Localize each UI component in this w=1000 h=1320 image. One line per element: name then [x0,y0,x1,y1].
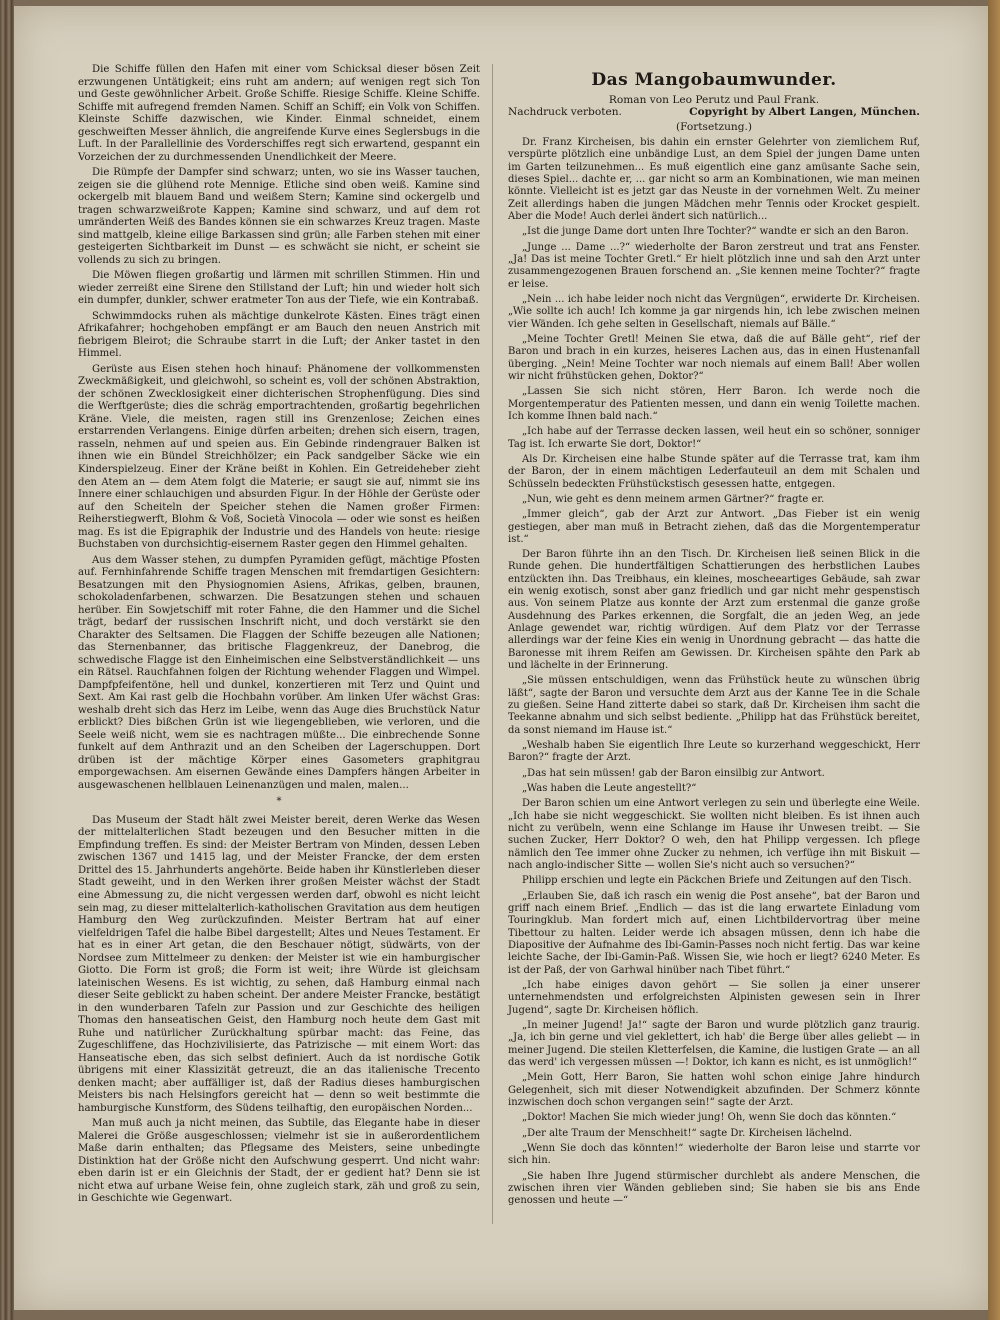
page-edge [988,0,1000,1320]
paragraph: „Ist die junge Dame dort unten Ihre Tochter?“ wandte er sich an den Baron. [522,226,909,238]
right-column [508,70,920,1211]
paragraph: „Mein Gott, Herr Baron, Sie hatten wohl schon einige Jahre hindurch Gelegenheit, sich mit dieser Notwendigkeit abzufinden. Der Schmerz könnte inzwischen doch schon vergangen sein!“ sagte der Arzt. [508,1072,920,1108]
rights-line [508,106,920,118]
paragraph: „In meiner Jugend! Ja!“ sagte der Baron und wurde plötzlich ganz traurig. „Ja, ich bin gerne und viel gekletter​t, ich hab' die Berge über alles geliebt — in meiner Jugend. Die steilen Kletterfelsen, die Kamine, die lustigen Grate — an all das werd' ich vergessen müssen —! Doktor, ich kann es nicht, es ist unmöglich!“ [508,1019,920,1068]
paragraph: „Sie müssen entschuldigen, wenn das Frühstück heute zu wünschen übrig läßt“, sagte der Baron und versuchte dem Arzt aus der Kanne Tee in die Schale zu gießen. Seine Hand zitterte dabei so stark, daß Dr. Kircheisen ihm sacht die Teekanne abnahm und sich selbst bediente. „Philipp hat das Frühstück bereitet, da sonst niemand im Hause ist.“ [508,675,920,736]
left-column [78,64,480,1209]
paragraph: „Wenn Sie doch das könnten!“ wiederholte der Baron leise und starrte vor sich hin. [508,1142,920,1167]
continuation-note: (Fortsetzung.) [675,120,753,133]
paragraph: „Sie haben Ihre Jugend stürmischer durchlebt als andere Menschen, die zwischen ihren vier Wänden geblieben sind; Sie haben sie bis ans Ende genossen und heute —“ [508,1170,920,1207]
paragraph: „Immer gleich“, gab der Arzt zur Antwort. „Das Fieber ist ein wenig gestiegen, aber man muß in Betracht ziehen, daß das die Morgentemperatur ist.“ [508,509,920,545]
paragraph: „Nun, wie geht es denn meinem armen Gärtner?“ fragte er. [522,493,825,505]
paragraph: „Das hat sein müssen! gab der Baron einsilbig zur Antwort. [522,767,825,779]
paragraph: Als Dr. Kircheisen eine halbe Stunde später auf die Terrasse trat, kam ihm der Baron, der in einem mächtigen Lederfauteuil an dem mit Schalen und Schüsseln bedeckten Frühstückstisch gesessen hatte, entgegen. [508,453,920,490]
book-binding [0,0,14,1320]
paragraph: „Meine Tochter Gretl! Meinen Sie etwa, daß die auf Bälle geht“, rief der Baron und brach in ein kurzes, heiseres Lachen aus, das in einen Hustenanfall überging. „Nein! Meine Tochter war noch niemals auf einem Ball! Aber wollen wir nicht frühstücken gehen, Doktor?“ [508,333,920,382]
paragraph: „Ich habe auf der Terrasse decken lassen, weil heut ein so schöner, sonniger Tag ist. Ich erwarte Sie dort, Doktor!“ [508,426,920,450]
article-byline: Roman von Leo Perutz und Paul Frank. [608,94,820,106]
paragraph: Philipp erschien und legte ein Päckchen Briefe und Zeitungen auf den Tisch. [522,875,912,887]
section-separator: * [276,796,282,808]
paragraph: „Lassen Sie sich nicht stören, Herr Baron. Ich werde noch die Morgentemperatur des Patienten messen, und dann ein wenig Toilette machen. Ich komme Ihnen bald nach.“ [508,386,920,422]
paragraph: „Junge ... Dame ...?“ wiederholte der Baron zerstreut und trat ans Fenster. „Ja! Das ist meine Tochter Gretl.“ Er hielt plötzlich inne und sah den Arzt unter zusammengezogenen Brauen forschend an. „Sie kennen meine Tochter?“ fragte er leise. [508,241,920,290]
paragraph: Die Rümpfe der Dampfer sind schwarz; unten, wo sie ins Wasser tauchen, zeigen sie die glühend rote Mennige. Etliche sind oben weiß. Kamine sind ockergelb mit blauem Band und weißem Stern; Kamine sind ockergelb und tragen schwarzweißrote Kappen; Kamine sind schwarz, und auf dem rot umränderten Weiß des Bandes können sie ein schwarzes Kreuz tragen. Maste sind mattgelb, kleine eilige Barkassen sind grün; alle Farben stehen mit einer gesteigerten Sichtbarkeit im Dunst — es schwächt sie nicht, er scheint sie vollends zu sich zu bringen. [78,167,480,266]
paragraph: Der Baron schien um eine Antwort verlegen zu sein und überlegte eine Weile. „Ich habe sie nicht weggeschickt. Sie wollten nicht bleiben. Es ist ihnen auch nicht zu verübeln, wenn eine Schlange im Hause ihr Unwesen treibt. — Sie suchen Zucker, Herr Doktor? O weh, den hat Philipp vergessen. Ich pflege nämlich den Tee immer ohne Zucker zu nehmen, ich verfüge ihn mit Biskuit — nach anglo-indischer Sitte — wollen Sie's nicht auch so versuchen?“ [508,798,920,872]
paragraph: „Ich habe einiges davon gehört — Sie sollen ja einer unserer unternehmendsten und erfolgreichsten Alpinisten gewesen sein in Ihrer Jugend“, sagte Dr. Kircheisen höflich. [508,979,920,1016]
paragraph: „Weshalb haben Sie eigentlich Ihre Leute so kurzerhand weggeschickt, Herr Baron?“ fragte der Arzt. [508,740,920,764]
paragraph: Schwimmdocks ruhen als mächtige dunkelrote Kästen. Eines trägt einen Afrikafahrer; hochgehoben empfängt er am Bauch den neuen Anstrich mit fiebrigem Bleirot; die Schraube starrt in die Luft; der Anker tastet in den Himmel. [78,310,480,360]
paragraph: Das Museum der Stadt hält zwei Meister bereit, deren Werke das Wesen der mittelalterlichen Stadt bezeugen und den Besucher mitten in die Empfindung treffen. Es sind: der Meister Bertram von Minden, dessen Leben zwischen 1367 und 1415 lag, und der Meister Francke, der dem ersten Drittel des 15. Jahrhunderts angehörte. Beide haben ihr Künstlerleben dieser Stadt geweiht, und in den Werken ihrer großen Meister wächst der Stadt eine Abmessung zu, die nicht vergessen werden darf, obwohl es nicht leicht sein mag, zu dieser mittelalterlich-katholischen Gravitation aus dem heutigen Hamburg den Weg zurückzufinden. Meister Bertram hat auf einer vielfeldrigen Tafel die halbe Bibel dargestellt; Altes und Neues Testament. Er hat es in einer Art getan, die den Beschauer nötigt, südwärts, von der Nordsee zum Mittelmeer zu denken: der Meister ist wie ein hamburgischer Giotto. Die Form ist groß; die Form ist weit; ihre Würde ist gleichsam lateinischen Wesens. Es ist wichtig, zu sehen, daß Hamburg einmal nach dieser Seite geblickt zu haben scheint. Der andere Meister Francke, bestätigt in den wunderbaren Tafeln zur Passion und zur Geschichte des heiligen Thomas den hanseatischen Geist, den Hamburg noch heute dem Gast mit Ruhe und natürlicher Zurückhaltung spürbar macht: das Feine, das Zugeschliffene, das Hochzivilisierte, das Patrizische — mit einem Wort: das Hanseatische eben, das sich selbst definiert. Auch da ist nordische Gotik übrigens mit einer Klassizität getreuzt, die an das italienische Trecento denken macht; aber auffälliger ist, daß der Radius dieses hamburgischen Meisters bis nach Helsingfors gereicht hat — denn so weit bestimmte die hamburgische Kunstform, des Südens teilhaftig, den europäischen Norden... [78,814,480,1114]
paragraph: „Nein ... ich habe leider noch nicht das Vergnügen“, erwiderte Dr. Kircheisen. „Wie sollte ich auch! Ich komme ja gar nirgends hin, ich lebe zwischen meinen vier Wänden. Ich gehe selten in Gesellschaft, niemals auf Bälle.“ [508,293,920,330]
paragraph: „Doktor! Machen Sie mich wieder jung! Oh, wenn Sie doch das könnten.“ [522,1112,897,1124]
paragraph: „Was haben die Leute angestellt?“ [522,783,697,795]
paragraph: Die Schiffe füllen den Hafen mit einer vom Schicksal dieser bösen Zeit erzwungenen Untätigkeit; eins ruht am andern; auf wenigen regt sich Ton und Geste gewöhnlicher Arbeit. Große Schiffe. Riesige Schiffe. Kleine Schiffe. Schiffe mit aufregend fremden Namen. Schiff an Schiff; ein Volk von Schiffen. Kleinste Schiffe dazwischen, wie Kinder. Einmal schneidet, einem geschweiften Messer ähnlich, die angreifende Kurve eines Seglersbugs in die Luft. In der Parallellinie des Vorderschiffes regt sich erwartend, gespannt ein Vorzeichen der zu durchmessenden Unendlichkeit der Meere. [78,64,480,163]
article-title: Das Mangobaumwunder. [591,70,837,90]
paragraph: „Der alte Traum der Menschheit!“ sagte Dr. Kircheisen lächelnd. [522,1127,853,1139]
paragraph: „Erlauben Sie, daß ich rasch ein wenig die Post ansehe“, bat der Baron und griff nach einem Brief. „Endlich — das ist die lang erwartete Einladung vom Touringklub. Man fordert mich auf, einen Lichtbildervortrag über meine Tibettour zu halten. Leider werde ich absagen müssen, denn ich habe die Diapositive der Aufnahme des Ibi-Gamin-Passes noch nicht fertig. Das war keine leichte Sache, der Ibi-Gamin-Paß. Wissen Sie, wie hoch er liegt? 6240 Meter. Es ist der Paß, der von Garhwal hinüber nach Tibet führt.“ [508,890,920,976]
paragraph: Der Baron führte ihn an den Tisch. Dr. Kircheisen ließ seinen Blick in die Runde gehen. Die hundertfältigen Schattierungen des herbstlichen Laubes entzückten ihn. Das Treibhaus, ein kleines, moscheeartiges Gebäude, sah zwar ein wenig exotisch, sonst aber ganz friedlich und gar nicht mehr gespenstisch aus. Von seinem Platze aus konnte der Arzt zum erstenmal die ganze große Ausdehnung des Parkes erkennen, die Sorgfalt, die an jeden Weg, an jede Anlage gewendet war, richtig würdigen. Auf dem Platz vor der Terrasse allerdings war der feine Kies ein wenig in Unordnung gebracht — das hatte die Baronesse mit ihrem Reifen am Gewissen. Dr. Kircheisen spähte den Park ab und lächelte in der Erinnerung. [508,549,920,672]
paragraph: Gerüste aus Eisen stehen hoch hinauf: Phänomene der vollkommensten Zweckmäßigkeit, und gleichwohl, so scheint es, voll der schönen Abstraktion, der schönen Zwecklosigkeit einer dichterischen Strophenfügung. Dies sind die Werftgerüste; dies die schräg emportrachtenden, großartig begehrlichen Kräne. Viele, die meisten, ragen still ins Grenzenlose; Zeichen eines erstarrenden Verlangens. Einige dürfen arbeiten; drehen sich eisern, tragen, rasseln, nehmen auf und speien aus. Ein Gebinde rindengrauer Balken ist ihnen wie ein Bündel Streichhölzer; ein Pack sandgelber Säcke wie ein Kinderspielzeug. Einer der Kräne beißt in Kohlen. Ein Getreideheber zieht den Atem an — dem Atem folgt die Materie; er saugt sie auf, nimmt sie ins Innere einer schlauchigen und absurden Figur. In der Höhle der Gerüste oder auf den Scheiteln der Speicher stehen die Namen großer Firmen: Reiherstiegwerft, Blohm & Voß, Società Vinocola — oder wie sonst es heißen mag. Es ist die Epigraphik der Industrie und des Handels von heute: riesige Buchstaben von durchsichtig-eisernem Raster gegen den Himmel gehalten. [78,363,480,551]
column-divider [492,64,493,1224]
paragraph: Dr. Franz Kircheisen, bis dahin ein ernster Gelehrter von ziemlichem Ruf, verspürte plötzlich eine unbändige Lust, an dem Spiel der jungen Dame unten im Garten teilzunehmen... Es muß eigentlich eine ganz amüsante Sache sein, dieses Spiel... dachte er, ... gar nicht so arm an Kombinationen, wie man meinen könnte. Vielleicht ist es jetzt gar das Neuste in der vornehmen Welt. Zu meiner Zeit allerdings haben die jungen Mädchen mehr Tennis oder Krocket gespielt. Aber die Mode! Auch derlei ändert sich natürlich... [508,136,920,222]
paragraph: Aus dem Wasser stehen, zu dumpfen Pyramiden gefügt, mächtige Pfosten auf. Fernhinfahrende Schiffe tragen Menschen mit fremdartigen Gesichtern: Besatzungen mit den Physiognomien Asiens, Afrikas, gelben, braunen, schokoladenfarbenen, schwarzen. Die Besatzungen stehen und schauen herüber. Ein Sowjetschiff mit roter Fahne, die den Hammer und die Sichel trägt, bedarf der russischen Inschrift nicht, und doch verstärkt sie den Charakter des Seltsamen. Die Flaggen der Schiffe bezeugen alle Nationen; das Sternenbanner, das britische Flaggenkreuz, der Danebrog, die schwedische Flagge ist den Einheimischen eine Selbstverständlichkeit — uns ein Rätsel. Rauchfahnen folgen der Richtung wehender Flaggen und Wimpel. Dampfpfeifentöne, hell und dunkel, konzertieren mit Terz und Quint und Sext. Am Kai rast gelb die Hochbahn vorüber. Am linken Ufer wächst Gras: weshalb dreht sich das Herz im Leibe, wenn das Auge dies Bruchstück Natur erblickt? Dies bißchen Grün ist wie liegengeblieben, wie verloren, und die Seele weiß nicht, wem sie es nachtragen müßte... Die einbrechende Sonne funkelt auf dem Anthrazit und an den Scheiben der Lagerschuppen. Dort drüben ist der mächtige Körper eines Gasometers graphitgrau emporgewachsen. Am eisernen Gewände eines Dampfers hängen Arbeiter in ausgewaschenen hellblauen Leinenanzügen und malen, malen... [78,554,480,791]
paragraph: Die Möwen fliegen großartig und lärmen mit schrillen Stimmen. Hin und wieder zerreißt eine Sirene den Stillstand der Luft; hin und wieder holt sich ein dumpfer, dunkler, schwer eratmeter Ton aus der Tiefe, wie ein Kontrabaß. [78,270,480,307]
reprint-notice: Nachdruck verboten. [508,106,622,119]
copyright-notice: Copyright by Albert Langen, München. [689,106,920,119]
paragraph: Man muß auch ja nicht meinen, das Subtile, das Elegante habe in dieser Malerei die Größe ausgeschlossen; vielmehr ist sie in außerordentlichem Maße darin enthalten; das Pflegsame des Meisters, seine unbedingte Distinktion hat der Größe nicht den Aufschwung gesperrt. Und nicht wahr: eben darin ist er ein Gleichnis der Stadt, der er gedient hat? Denn sie ist nicht etwa auf urbane Weise fein, ohne zugleich stark, zäh und groß zu sein, in Geschichte wie Gegenwart. [78,1118,480,1205]
